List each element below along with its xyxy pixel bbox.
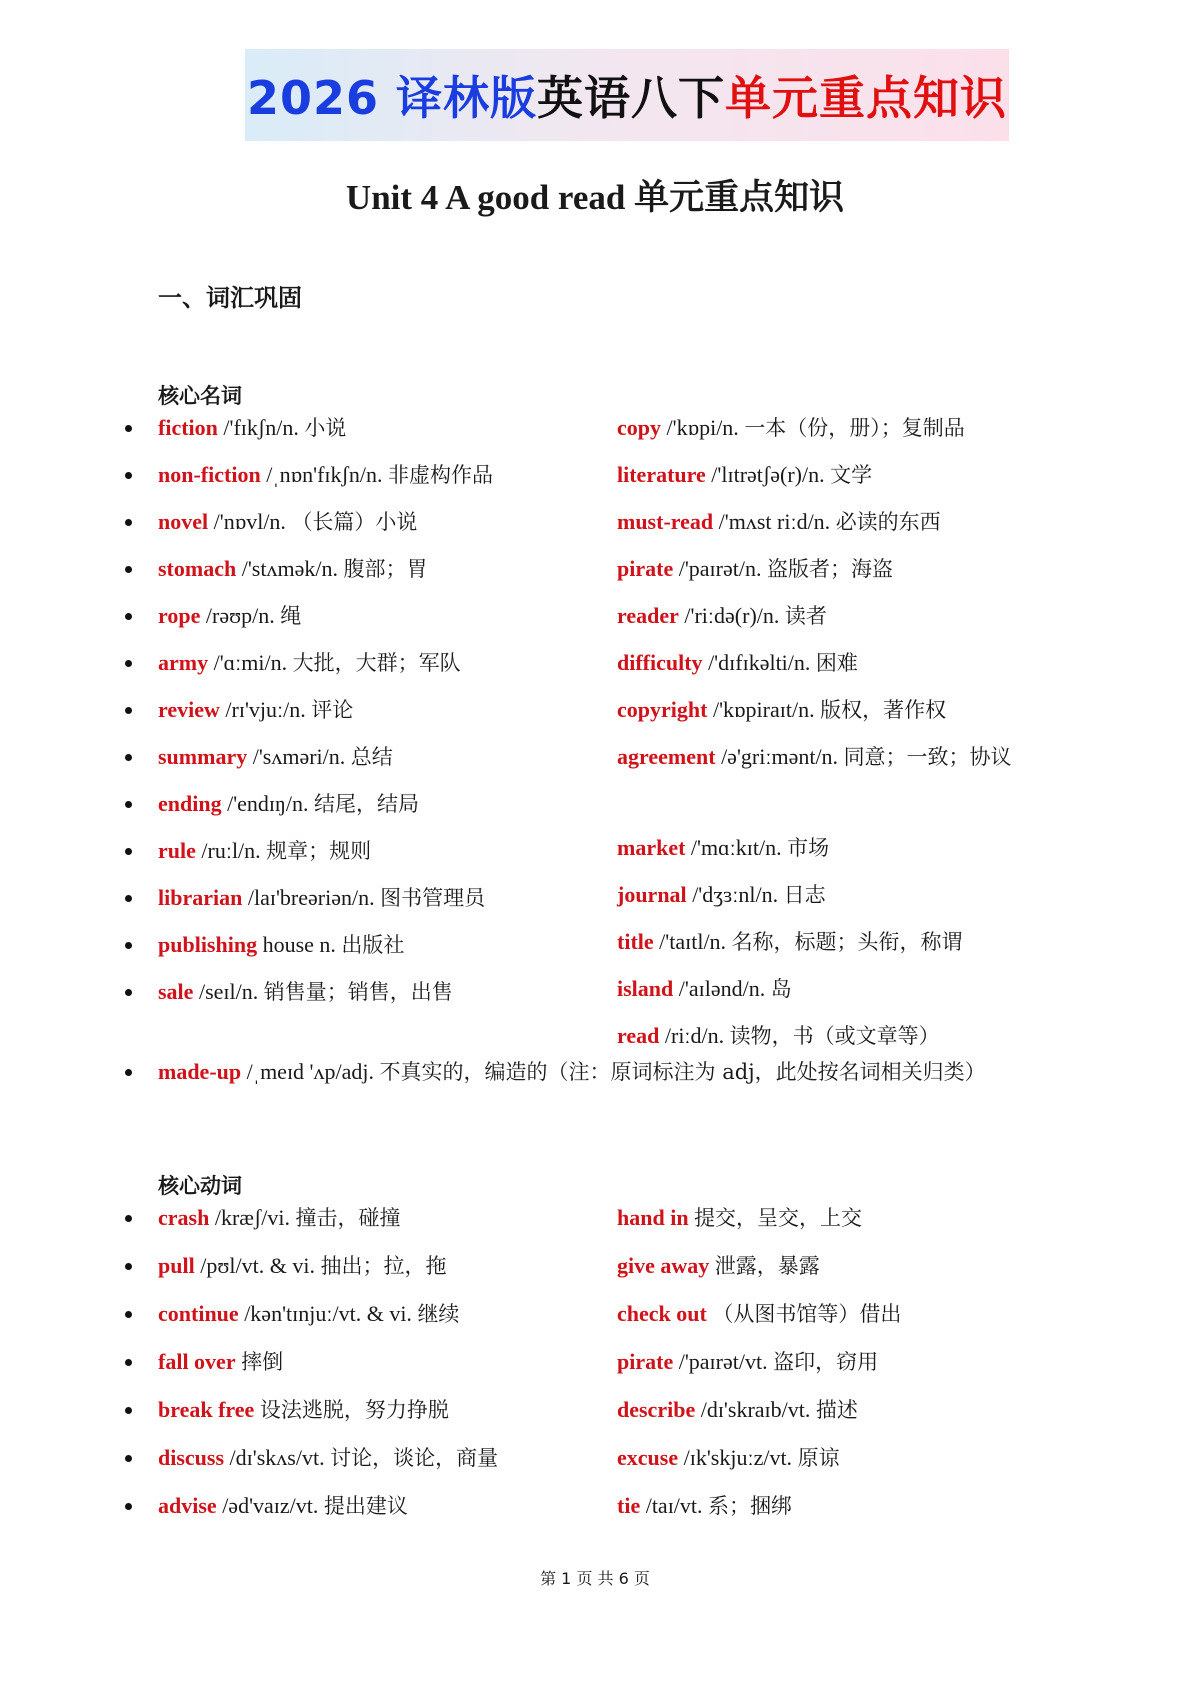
- list-item: copy /'kɒpi/n. 一本（份，册）；复制品: [617, 415, 965, 440]
- list-item: novel /'nɒvl/n. （长篇）小说: [158, 504, 417, 540]
- vocab-word: title: [617, 929, 654, 954]
- list-item: publishing house n. 出版社: [158, 927, 404, 963]
- list-item: stomach /'stʌmək/n. 腹部；胃: [158, 551, 427, 587]
- nouns-heading: 核心名词: [158, 384, 242, 408]
- vocab-word: stomach: [158, 556, 237, 581]
- vocab-word: fall over: [158, 1349, 236, 1374]
- list-item: rule /ruːl/n. 规章；规则: [158, 833, 371, 869]
- vocab-word: literature: [617, 462, 706, 487]
- list-item: fiction /'fɪkʃn/n. 小说: [158, 410, 346, 446]
- list-item: title /'taɪtl/n. 名称，标题；头衔，称谓: [617, 929, 963, 954]
- vocab-word: summary: [158, 744, 248, 769]
- vocab-word: give away: [617, 1253, 710, 1278]
- page-footer: 第 1 页 共 6 页: [540, 1569, 650, 1588]
- list-item: literature /'lɪtrətʃə(r)/n. 文学: [617, 462, 873, 487]
- vocab-word: pull: [158, 1253, 195, 1278]
- vocab-word: agreement: [617, 744, 716, 769]
- vocab-word: must-read: [617, 509, 714, 534]
- banner-topic: 单元重点知识: [725, 71, 1008, 125]
- list-item: non-fiction /ˌnɒn'fɪkʃn/n. 非虚构作品: [158, 457, 493, 493]
- list-item: break free 设法逃脱，努力挣脱: [158, 1392, 449, 1428]
- vocab-word: discuss: [158, 1445, 225, 1470]
- vocab-word: check out: [617, 1301, 707, 1326]
- vocab-word: pirate: [617, 1349, 674, 1374]
- list-item: pull /pʊl/vt. & vi. 抽出；拉，拖: [158, 1248, 446, 1284]
- list-item-made-up: made-up /ˌmeɪd 'ʌp/adj. 不真实的，编造的（注：原词标注为 adj，此处按名词相关归类）: [158, 1054, 1038, 1090]
- title-banner: [245, 49, 1009, 141]
- list-item: difficulty /'dɪfɪkəlti/n. 困难: [617, 650, 858, 675]
- vocab-word: tie: [617, 1493, 641, 1518]
- list-item: fall over 摔倒: [158, 1344, 283, 1380]
- list-item: continue /kən'tɪnjuː/vt. & vi. 继续: [158, 1296, 459, 1332]
- list-item: island /'aɪlənd/n. 岛: [617, 976, 792, 1001]
- list-item: describe /dɪ'skraɪb/vt. 描述: [617, 1397, 858, 1422]
- vocab-word: review: [158, 697, 220, 722]
- list-item: pirate /'paɪrət/n. 盗版者；海盗: [617, 556, 893, 581]
- list-item: read /riːd/n. 读物，书（或文章等）: [617, 1023, 940, 1048]
- vocab-word: ending: [158, 791, 222, 816]
- list-item: sale /seɪl/n. 销售量；销售，出售: [158, 974, 453, 1010]
- list-item: review /rɪ'vjuː/n. 评论: [158, 692, 353, 728]
- banner-year-publisher: 2026 译林版: [246, 71, 538, 125]
- vocab-word: army: [158, 650, 209, 675]
- vocab-word: librarian: [158, 885, 243, 910]
- vocab-word: fiction: [158, 415, 218, 440]
- list-item: discuss /dɪ'skʌs/vt. 讨论，谈论，商量: [158, 1440, 498, 1476]
- vocab-word: sale: [158, 979, 194, 1004]
- list-item: librarian /laɪ'breəriən/n. 图书管理员: [158, 880, 485, 916]
- vocab-word: excuse: [617, 1445, 679, 1470]
- vocab-word: journal: [617, 882, 687, 907]
- vocab-word: break free: [158, 1397, 255, 1422]
- verbs-heading: 核心动词: [158, 1174, 242, 1198]
- vocab-word: reader: [617, 603, 679, 628]
- vocab-word: difficulty: [617, 650, 703, 675]
- vocab-word: island: [617, 976, 674, 1001]
- list-item: ending /'endɪŋ/n. 结尾，结局: [158, 786, 419, 822]
- vocab-word: crash: [158, 1205, 210, 1230]
- list-item: give away 泄露，暴露: [617, 1253, 820, 1278]
- vocab-word: advise: [158, 1493, 217, 1518]
- list-item: journal /'dʒɜːnl/n. 日志: [617, 882, 826, 907]
- vocab-word: read: [617, 1023, 660, 1048]
- list-item: advise /əd'vaɪz/vt. 提出建议: [158, 1488, 408, 1524]
- list-item: tie /taɪ/vt. 系；捆绑: [617, 1493, 793, 1518]
- vocab-word: made-up: [158, 1059, 242, 1084]
- list-item: reader /'riːdə(r)/n. 读者: [617, 603, 827, 628]
- list-item: check out （从图书馆等）借出: [617, 1301, 902, 1326]
- list-item: copyright /'kɒpiraɪt/n. 版权，著作权: [617, 697, 947, 722]
- unit-title: Unit 4 A good read 单元重点知识: [345, 178, 845, 217]
- vocab-word: non-fiction: [158, 462, 261, 487]
- vocab-word: copyright: [617, 697, 708, 722]
- list-item: market /'mɑːkɪt/n. 市场: [617, 835, 830, 860]
- list-item: army /'ɑːmi/n. 大批，大群；军队: [158, 645, 461, 681]
- list-item: agreement /ə'griːmənt/n. 同意；一致；协议: [617, 744, 1012, 769]
- vocab-word: publishing: [158, 932, 258, 957]
- banner-subject: 英语八下: [537, 71, 726, 125]
- vocab-word: novel: [158, 509, 209, 534]
- vocab-word: hand in: [617, 1205, 689, 1230]
- vocab-word: copy: [617, 415, 661, 440]
- list-item: rope /rəʊp/n. 绳: [158, 598, 301, 634]
- vocab-word: pirate: [617, 556, 674, 581]
- vocab-word: describe: [617, 1397, 696, 1422]
- list-item: crash /kræʃ/vi. 撞击，碰撞: [158, 1200, 401, 1236]
- vocab-word: continue: [158, 1301, 239, 1326]
- section-title: 一、词汇巩固: [158, 284, 302, 312]
- list-item: must-read /'mʌst riːd/n. 必读的东西: [617, 509, 941, 534]
- vocab-word: rope: [158, 603, 201, 628]
- vocab-word: rule: [158, 838, 196, 863]
- list-item: excuse /ɪk'skjuːz/vt. 原谅: [617, 1445, 840, 1470]
- list-item: hand in 提交，呈交，上交: [617, 1205, 863, 1230]
- list-item: summary /'sʌməri/n. 总结: [158, 739, 393, 775]
- list-item: pirate /'paɪrət/vt. 盗印，窃用: [617, 1349, 879, 1374]
- vocab-word: market: [617, 835, 686, 860]
